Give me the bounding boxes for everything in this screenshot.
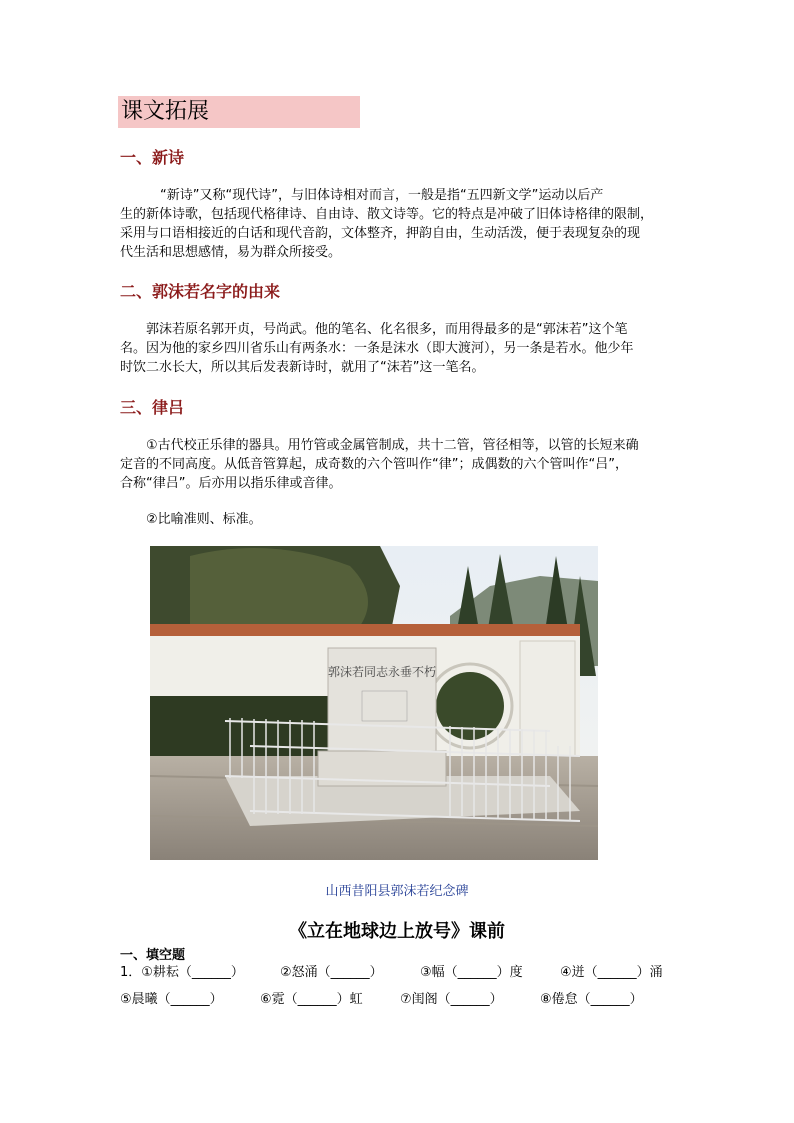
text-line: “新诗”又称“现代诗”，与旧体诗相对而言，一般是指“五四新文学”运动以后产: [160, 188, 604, 203]
paragraph-new-poetry: [120, 186, 680, 262]
section-heading-lvlv: 三、律吕: [120, 398, 185, 417]
text-line: ①古代校正乐律的器具。用竹管或金属管制成，共十二管，管径相等，以管的长短来确: [146, 438, 639, 453]
paragraph-lvlv-extra: ②比喻准则、标准。: [146, 512, 262, 527]
text-line: 采用与口语相接近的白话和现代音韵，文体整齐，押韵自由，生动活泼，便于表现复杂的现: [120, 226, 641, 241]
section-heading-new-poetry: 一、新诗: [120, 148, 185, 167]
page-title: 课文拓展: [121, 99, 210, 124]
text-line: 名。因为他的家乡四川省乐山有两条水：一条是沫水（即大渡河），另一条是若水。他少年: [120, 341, 634, 356]
fill-blank-item[interactable]: 1．①耕耘（______）: [120, 965, 244, 980]
paragraph-name-origin: [120, 320, 680, 377]
section-heading-name-origin: 二、郭沫若名字的由来: [120, 282, 281, 301]
stele-inscription: 郭沫若同志永垂不朽: [327, 665, 437, 679]
fill-blank-item[interactable]: ④迸（______）涌: [560, 965, 663, 980]
lesson-title: 《立在地球边上放号》课前: [289, 921, 505, 942]
text-line: 合称“律吕”。后亦用以指乐律或音律。: [120, 476, 342, 491]
fill-blank-item[interactable]: ③幅（______）度: [420, 965, 523, 980]
text-line: 郭沫若原名郭开贞，号尚武。他的笔名、化名很多，而用得最多的是“郭沫若”这个笔: [146, 322, 628, 337]
paragraph-lvlv: [120, 436, 680, 493]
exercise-section-heading: 一、填空题: [120, 948, 186, 963]
text-line: 生的新体诗歌，包括现代格律诗、自由诗、散文诗等。它的特点是冲破了旧体诗格律的限制，: [120, 207, 654, 222]
fill-blank-item[interactable]: ⑧倦怠（______）: [540, 992, 643, 1007]
fill-blank-item[interactable]: ⑤晨曦（______）: [120, 992, 223, 1007]
fill-blank-item[interactable]: ⑥霓（______）虹: [260, 992, 363, 1007]
text-line: 定音的不同高度。从低音管算起，成奇数的六个管叫作“律”；成偶数的六个管叫作“吕”，: [120, 457, 628, 472]
text-line: 时饮二水长大，所以其后发表新诗时，就用了“沫若”这一笔名。: [120, 360, 485, 375]
memorial-photo: [150, 546, 598, 860]
fill-blank-item[interactable]: ⑦闺阁（______）: [400, 992, 503, 1007]
fill-blank-item[interactable]: ②怒涌（______）: [280, 965, 383, 980]
photo-caption: 山西昔阳县郭沫若纪念碑: [325, 884, 469, 899]
text-line: 代生活和思想感情，易为群众所接受。: [120, 245, 342, 260]
